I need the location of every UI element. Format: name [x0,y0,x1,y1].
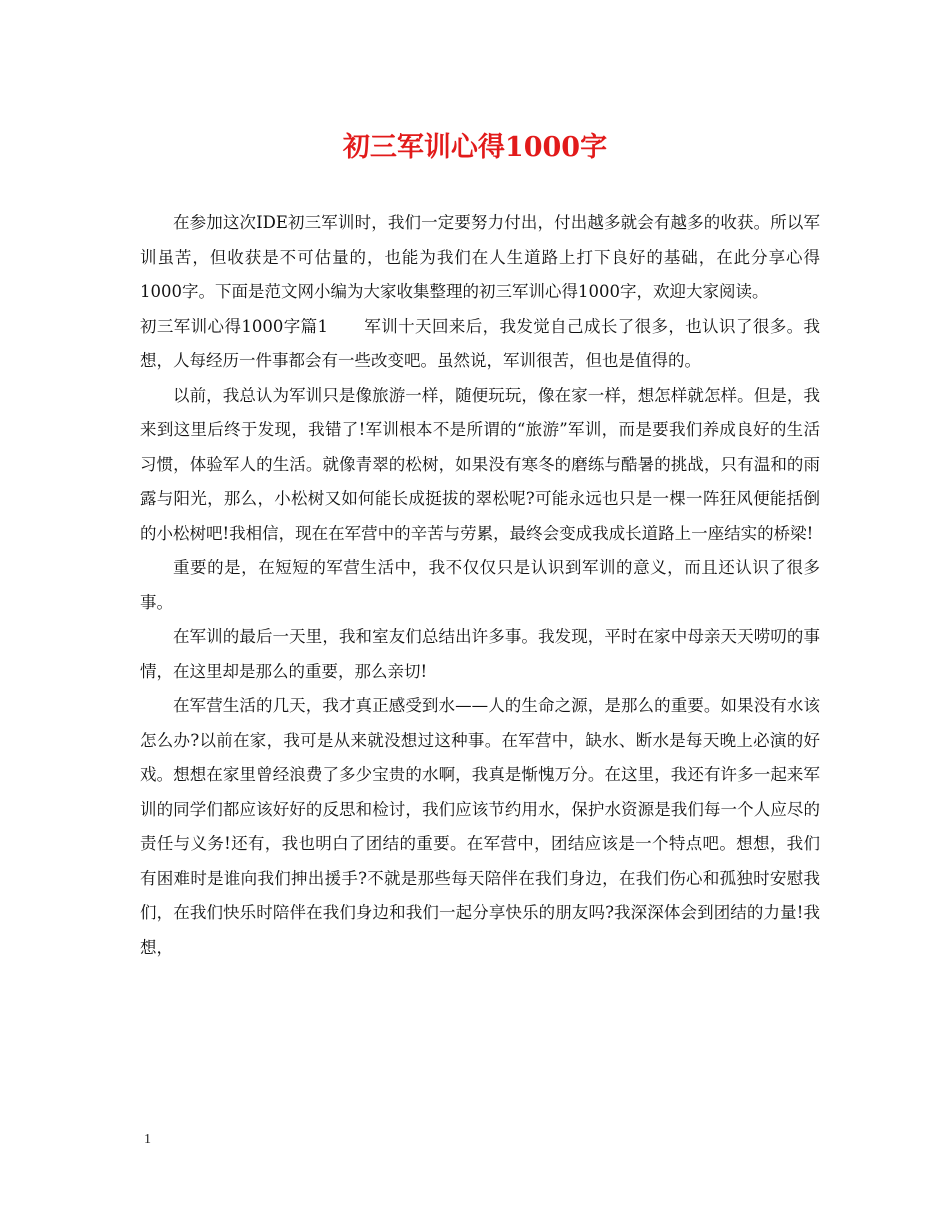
document-title: 初三军训心得1000字 [342,132,608,163]
body-paragraph: 在军训的最后一天里，我和室友们总结出许多事。我发现，平时在家中母亲天天唠叨的事情，在这里却是那么的重要，那么亲切! [140,627,820,681]
document-body [140,206,820,965]
section-paragraph-text: 军训十天回来后，我发觉自己成长了很多，也认识了很多。我想，人每经历一件事都会有一些改变吧。虽然说，军训很苦，但也是值得的。 [140,316,821,370]
section-first-paragraph [140,310,820,379]
body-paragraph: 在军营生活的几天，我才真正感受到水——人的生命之源，是那么的重要。如果没有水该怎么办?以前在家，我可是从来就没想过这种事。在军营中，缺水、断水是每天晚上必演的好戏。想想在家里曾经浪费了多少宝贵的水啊，我真是惭愧万分。在这里，我还有许多一起来军训的同学们都应该好好的反思和检讨，我们应该节约用水，保护水资源是我们每一个人应尽的责任与义务!还有，我也明白了团结的重要。在军营中，团结应该是一个特点吧。想想，我们有困难时是谁向我们抻出援手?不就是那些每天陪伴在我们身边，在我们伤心和孤独时安慰我们，在我们快乐时陪伴在我们身边和我们一起分享快乐的朋友吗?我深深体会到团结的力量!我想， [140,696,820,957]
page-number: 1 [144,1132,151,1147]
intro-paragraph: 在参加这次IDE初三军训时，我们一定要努力付出，付出越多就会有越多的收获。所以军训虽苦，但收获是不可估量的，也能为我们在人生道路上打下良好的基础，在此分享心得1000字。下面是范文网小编为大家收集整理的初三军训心得1000字，欢迎大家阅读。 [140,213,820,301]
section-heading: 初三军训心得1000字篇1 [140,316,328,336]
body-paragraph: 重要的是，在短短的军营生活中，我不仅仅只是认识到军训的意义，而且还认识了很多事。 [140,558,820,612]
body-paragraph: 以前，我总认为军训只是像旅游一样，随便玩玩，像在家一样，想怎样就怎样。但是，我来到这里后终于发现，我错了!军训根本不是所谓的“旅游”军训，而是要我们养成良好的生活习惯，体验军人的生活。就像青翠的松树，如果没有寒冬的磨练与酷暑的挑战，只有温和的雨露与阳光，那么，小松树又如何能长成挺拔的翠松呢?可能永远也只是一棵一阵狂风便能括倒的小松树吧!我相信，现在在军营中的辛苦与劳累，最终会变成我成长道路上一座结实的桥梁! [140,385,820,543]
